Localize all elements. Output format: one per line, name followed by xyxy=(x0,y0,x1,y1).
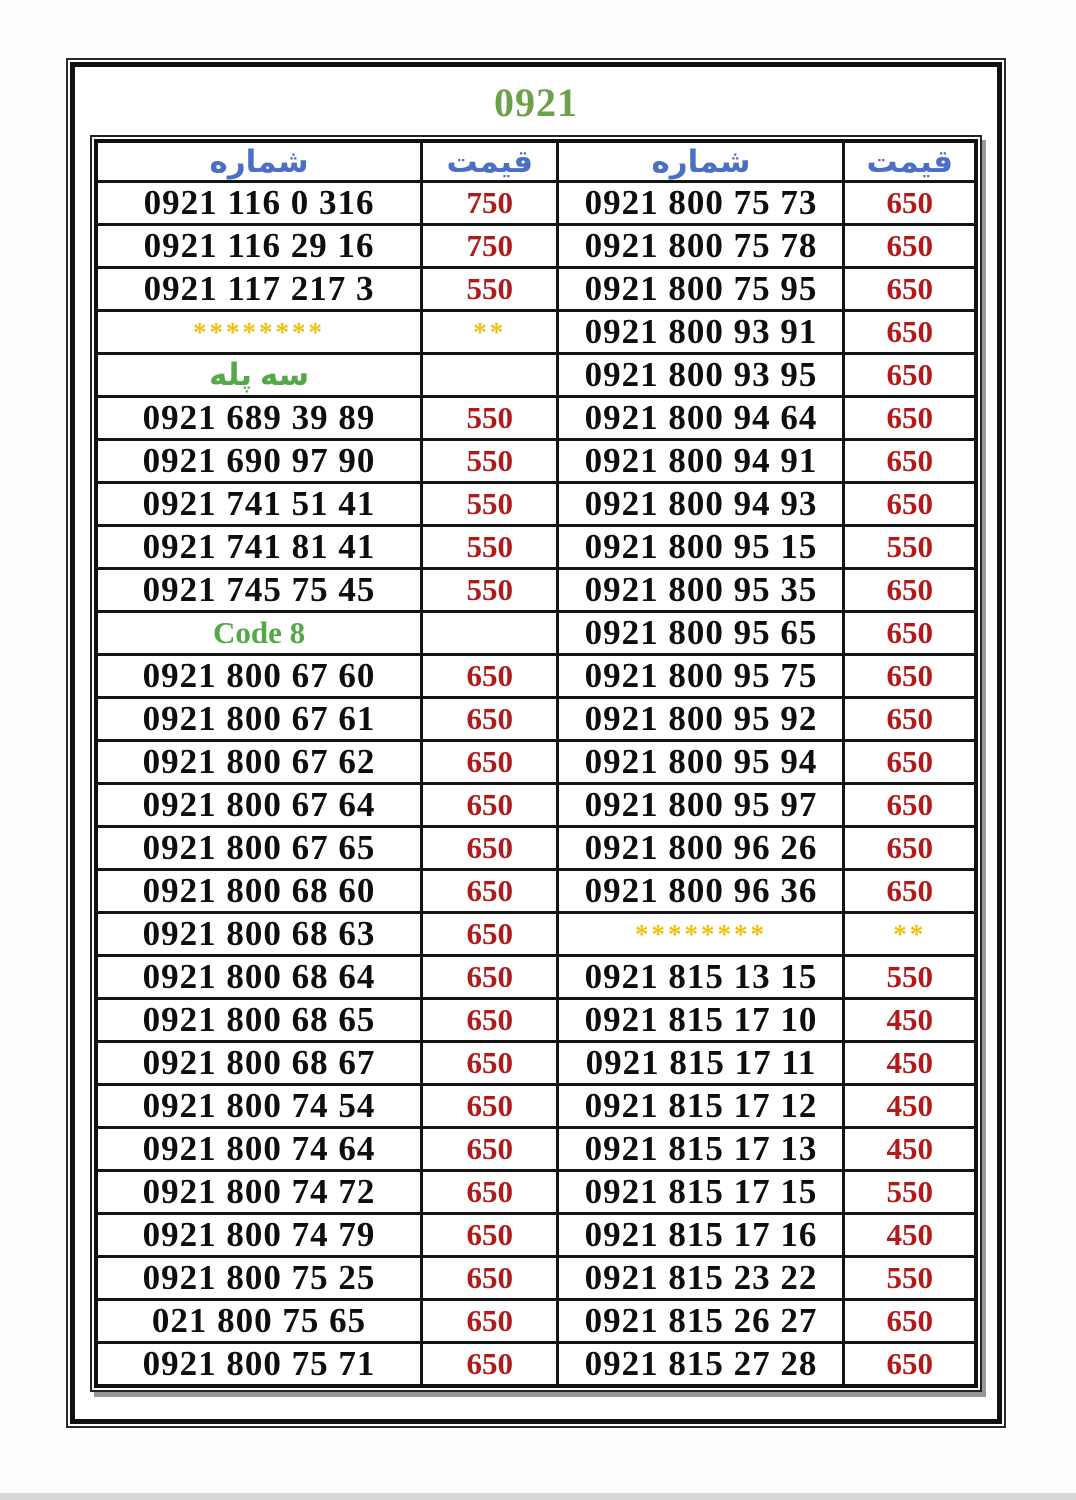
separator-stars-cell: ******** xyxy=(96,311,422,354)
empty-cell xyxy=(422,612,558,655)
table-row xyxy=(96,1257,976,1300)
phone-number-cell: 0921 689 39 89 xyxy=(96,397,422,440)
phone-number-cell: 0921 800 75 95 xyxy=(558,268,844,311)
table-row xyxy=(96,569,976,612)
phone-number-cell: 0921 800 68 64 xyxy=(96,956,422,999)
phone-number-cell: 0921 800 67 60 xyxy=(96,655,422,698)
price-cell: 550 xyxy=(422,440,558,483)
price-cell: 650 xyxy=(422,698,558,741)
phone-number-cell: 0921 800 95 35 xyxy=(558,569,844,612)
phone-number-cell: 0921 800 74 64 xyxy=(96,1128,422,1171)
phone-number-cell: 0921 800 68 65 xyxy=(96,999,422,1042)
phone-number-cell: 0921 800 94 91 xyxy=(558,440,844,483)
price-cell: 650 xyxy=(422,913,558,956)
phone-number-cell: 0921 800 95 94 xyxy=(558,741,844,784)
table-row xyxy=(96,397,976,440)
price-cell: 450 xyxy=(844,1214,976,1257)
price-cell: 650 xyxy=(422,827,558,870)
column-header-number-right: شماره xyxy=(558,141,844,182)
price-cell: 450 xyxy=(844,999,976,1042)
price-cell: 550 xyxy=(422,397,558,440)
table-row xyxy=(96,1343,976,1387)
table-row xyxy=(96,1300,976,1343)
phone-number-cell: 0921 116 0 316 xyxy=(96,182,422,225)
price-cell: 650 xyxy=(844,354,976,397)
scan-edge-strip xyxy=(0,1493,1076,1500)
table-row xyxy=(96,1085,976,1128)
price-cell: 650 xyxy=(844,569,976,612)
table-row xyxy=(96,1171,976,1214)
price-cell: 750 xyxy=(422,182,558,225)
price-cell: 550 xyxy=(844,956,976,999)
table-row xyxy=(96,698,976,741)
phone-number-cell: 0921 800 95 97 xyxy=(558,784,844,827)
section-label-cell: سه پله xyxy=(96,354,422,397)
price-cell: 650 xyxy=(844,1300,976,1343)
phone-number-cell: 0921 800 75 25 xyxy=(96,1257,422,1300)
table-row xyxy=(96,741,976,784)
price-cell: 650 xyxy=(844,311,976,354)
table-row xyxy=(96,1042,976,1085)
phone-number-cell: 0921 800 74 79 xyxy=(96,1214,422,1257)
price-cell: 650 xyxy=(422,1171,558,1214)
price-cell: 650 xyxy=(844,440,976,483)
phone-number-cell: 0921 815 23 22 xyxy=(558,1257,844,1300)
price-cell: 650 xyxy=(422,1085,558,1128)
phone-number-cell: 0921 815 13 15 xyxy=(558,956,844,999)
phone-number-cell: 0921 741 81 41 xyxy=(96,526,422,569)
price-cell: 650 xyxy=(844,483,976,526)
price-cell: 650 xyxy=(422,784,558,827)
price-cell: 550 xyxy=(844,1171,976,1214)
price-cell: 650 xyxy=(844,1343,976,1387)
phone-number-cell: 0921 800 95 15 xyxy=(558,526,844,569)
phone-number-cell: 0921 815 17 13 xyxy=(558,1128,844,1171)
price-cell: 650 xyxy=(422,1343,558,1387)
separator-stars-cell: ** xyxy=(844,913,976,956)
price-cell: 650 xyxy=(422,1257,558,1300)
table-row xyxy=(96,1214,976,1257)
table-row xyxy=(96,1128,976,1171)
price-cell: 550 xyxy=(844,526,976,569)
phone-number-cell: 0921 815 17 16 xyxy=(558,1214,844,1257)
table-row xyxy=(96,483,976,526)
table-row xyxy=(96,999,976,1042)
header-row xyxy=(96,141,976,182)
table-row xyxy=(96,354,976,397)
price-cell: 650 xyxy=(422,1042,558,1085)
phone-number-cell: 0921 815 26 27 xyxy=(558,1300,844,1343)
phone-number-cell: 0921 800 67 61 xyxy=(96,698,422,741)
phone-number-cell: 0921 800 94 64 xyxy=(558,397,844,440)
price-cell: 650 xyxy=(422,956,558,999)
phone-number-cell: 0921 800 67 64 xyxy=(96,784,422,827)
price-cell: 650 xyxy=(844,612,976,655)
table-row xyxy=(96,612,976,655)
price-cell: 650 xyxy=(844,397,976,440)
phone-number-cell: 0921 815 17 10 xyxy=(558,999,844,1042)
price-table-wrap xyxy=(90,135,982,1392)
price-cell: 650 xyxy=(844,655,976,698)
phone-number-cell: 0921 800 95 92 xyxy=(558,698,844,741)
price-cell: 650 xyxy=(422,655,558,698)
price-cell: 650 xyxy=(422,1128,558,1171)
phone-number-cell: 0921 800 93 91 xyxy=(558,311,844,354)
table-row xyxy=(96,311,976,354)
price-cell: 650 xyxy=(422,1300,558,1343)
phone-number-cell: 0921 800 95 65 xyxy=(558,612,844,655)
column-header-number-left: شماره xyxy=(96,141,422,182)
document-frame xyxy=(70,62,1002,1424)
price-cell: 650 xyxy=(422,741,558,784)
table-row xyxy=(96,870,976,913)
phone-number-cell: 0921 800 67 62 xyxy=(96,741,422,784)
price-cell: 450 xyxy=(844,1085,976,1128)
price-cell: 650 xyxy=(844,698,976,741)
phone-number-cell: 0921 116 29 16 xyxy=(96,225,422,268)
price-cell: 650 xyxy=(844,182,976,225)
table-row xyxy=(96,225,976,268)
separator-stars-cell: ** xyxy=(422,311,558,354)
table-row xyxy=(96,268,976,311)
section-label-cell: Code 8 xyxy=(96,612,422,655)
empty-cell xyxy=(422,354,558,397)
table-row xyxy=(96,655,976,698)
phone-number-cell: 0921 800 75 71 xyxy=(96,1343,422,1387)
phone-number-cell: 0921 800 94 93 xyxy=(558,483,844,526)
price-cell: 650 xyxy=(844,741,976,784)
price-cell: 450 xyxy=(844,1042,976,1085)
table-body xyxy=(96,182,976,1387)
price-cell: 550 xyxy=(422,526,558,569)
phone-number-cell: 0921 690 97 90 xyxy=(96,440,422,483)
price-cell: 550 xyxy=(422,569,558,612)
price-cell: 650 xyxy=(844,870,976,913)
price-cell: 650 xyxy=(422,870,558,913)
phone-number-cell: 0921 815 27 28 xyxy=(558,1343,844,1387)
phone-number-cell: 0921 117 217 3 xyxy=(96,268,422,311)
phone-number-cell: 0921 800 96 26 xyxy=(558,827,844,870)
phone-number-cell: 0921 800 75 78 xyxy=(558,225,844,268)
phone-number-cell: 0921 815 17 12 xyxy=(558,1085,844,1128)
price-cell: 650 xyxy=(844,268,976,311)
table-row xyxy=(96,182,976,225)
phone-number-cell: 021 800 75 65 xyxy=(96,1300,422,1343)
price-cell: 650 xyxy=(844,784,976,827)
phone-number-cell: 0921 815 17 11 xyxy=(558,1042,844,1085)
phone-number-cell: 0921 800 68 60 xyxy=(96,870,422,913)
phone-number-cell: 0921 800 74 72 xyxy=(96,1171,422,1214)
phone-number-cell: 0921 800 68 67 xyxy=(96,1042,422,1085)
column-header-price-right: قیمت xyxy=(844,141,976,182)
phone-number-cell: 0921 815 17 15 xyxy=(558,1171,844,1214)
phone-number-cell: 0921 800 75 73 xyxy=(558,182,844,225)
table-row xyxy=(96,440,976,483)
column-header-price-left: قیمت xyxy=(422,141,558,182)
price-cell: 450 xyxy=(844,1128,976,1171)
phone-number-cell: 0921 800 96 36 xyxy=(558,870,844,913)
table-row xyxy=(96,526,976,569)
price-cell: 750 xyxy=(422,225,558,268)
table-row xyxy=(96,956,976,999)
price-table xyxy=(94,139,978,1388)
price-cell: 550 xyxy=(422,268,558,311)
phone-number-cell: 0921 800 68 63 xyxy=(96,913,422,956)
price-cell: 650 xyxy=(422,999,558,1042)
phone-number-cell: 0921 745 75 45 xyxy=(96,569,422,612)
phone-number-cell: 0921 800 74 54 xyxy=(96,1085,422,1128)
price-cell: 650 xyxy=(844,827,976,870)
phone-number-cell: 0921 741 51 41 xyxy=(96,483,422,526)
phone-number-cell: 0921 800 95 75 xyxy=(558,655,844,698)
table-row xyxy=(96,784,976,827)
price-cell: 550 xyxy=(422,483,558,526)
separator-stars-cell: ******** xyxy=(558,913,844,956)
phone-number-cell: 0921 800 67 65 xyxy=(96,827,422,870)
phone-number-cell: 0921 800 93 95 xyxy=(558,354,844,397)
table-row xyxy=(96,913,976,956)
price-cell: 650 xyxy=(422,1214,558,1257)
page-title: 0921 xyxy=(494,80,578,125)
price-cell: 550 xyxy=(844,1257,976,1300)
table-row xyxy=(96,827,976,870)
price-cell: 650 xyxy=(844,225,976,268)
